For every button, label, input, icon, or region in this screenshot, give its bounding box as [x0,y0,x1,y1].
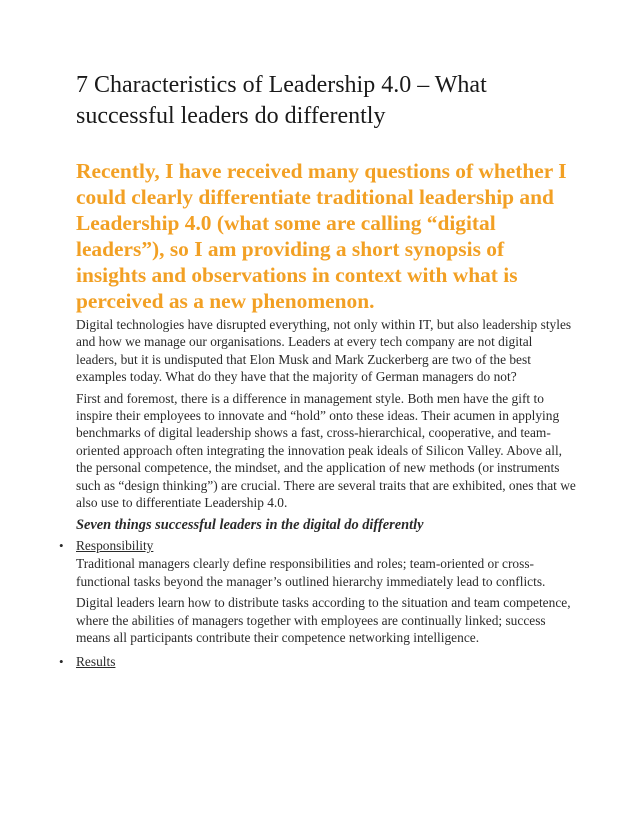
list-item-results [59,653,576,671]
responsibility-paragraph-2: Digital leaders learn how to distribute tasks according to the situation and team competence, where the abilities of managers together with employees are continually linked; success means all participants contribute their competence networking intelligence. [76,595,571,646]
section-subheading: Seven things successful leaders in the digital do differently [76,517,424,534]
list-item-responsibility [59,537,576,646]
article-lead: Recently, I have received many questions of whether I could clearly differentiate traditional leadership and Leadership 4.0 (what some are calling “digital leaders”), so I am providing a short synopsis of insights and observations in context with what is perceived as a new phenomenon. [76,159,567,313]
responsibility-link[interactable]: Responsibility [76,538,154,554]
article [59,70,576,671]
bullet-icon: • [59,538,64,554]
body-paragraph-1: Digital technologies have disrupted everything, not only within IT, but also leadership styles and how we manage our organisations. Leaders at every tech company are not digital leaders, but it is undisputed that Elon Musk and Mark Zuckerberg are two of the best examples today. What do they have that the majority of German managers do not? [76,317,572,385]
bullet-icon: • [59,653,64,669]
results-link[interactable]: Results [76,653,116,669]
body-paragraph-2: First and foremost, there is a difference in management style. Both men have the gift to inspire their employees to innovate and “hold” onto these ideas. Their acumen in applying benchmarks of digital leadership shows a fast, cross-hierarchical, cooperative, and team-oriented approach often integrating the innovation peak ideals of Silicon Valley. Above all, the personal competence, the mindset, and the application of new methods (or instruments such as “design thinking”) are crucial. There are several traits that are exhibited, ones that we also use to differentiate Leadership 4.0. [76,390,576,511]
article-title: 7 Characteristics of Leadership 4.0 – What successful leaders do differently [76,72,487,129]
responsibility-paragraph-1: Traditional managers clearly define responsibilities and roles; team-oriented or cross-functional tasks beyond the manager’s outlined hierarchy immediately lead to conflicts. [76,556,546,589]
characteristics-list [59,537,576,670]
